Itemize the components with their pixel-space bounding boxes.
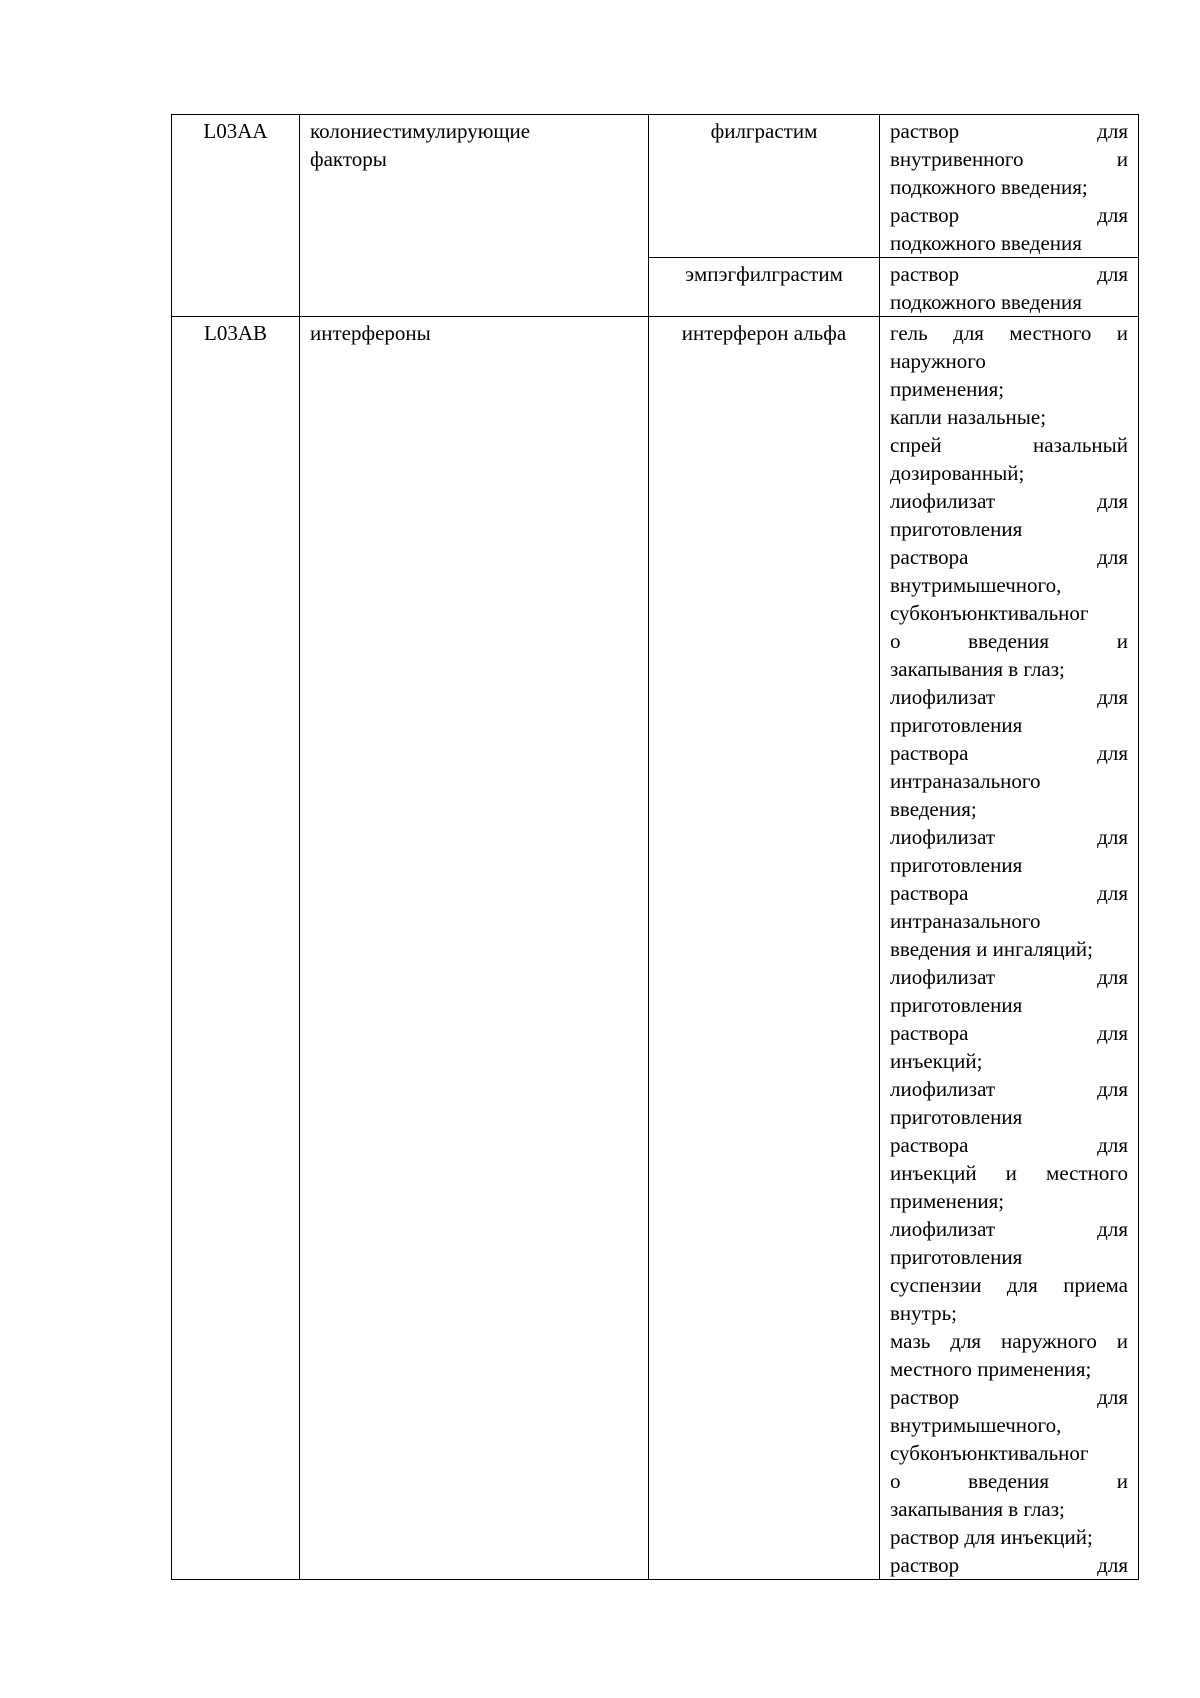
dosage-form-line: подкожного введения; — [890, 175, 1088, 199]
dosage-form-line: раствора для — [890, 1133, 1128, 1157]
dosage-form-line: подкожного введения — [890, 231, 1082, 255]
dosage-form-line: приготовления — [890, 1105, 1023, 1129]
dosage-form-line: субконъюнктивальног — [890, 601, 1089, 625]
dosage-form-line: лиофилизат для — [890, 1077, 1128, 1101]
dosage-form-line: внутримышечного, — [890, 1413, 1062, 1437]
dosage-form-line: раствора для — [890, 545, 1128, 569]
atc-code: L03AB — [204, 321, 267, 345]
dosage-form-line: раствор для — [890, 203, 1128, 227]
dosage-form-line: подкожного введения — [890, 290, 1082, 314]
group-name-line: интерфероны — [310, 321, 431, 345]
dosage-form-line: лиофилизат для — [890, 825, 1128, 849]
atc-code-cell — [172, 115, 300, 317]
dosage-form-cell — [880, 115, 1139, 258]
dosage-form-line: субконъюнктивальног — [890, 1441, 1089, 1465]
table-row — [172, 317, 1139, 1580]
dosage-form-line: наружного — [890, 349, 986, 373]
dosage-form-line: раствор для инъекций; — [890, 1525, 1093, 1549]
dosage-form-line: раствор для — [890, 262, 1128, 286]
dosage-form-line: местного применения; — [890, 1357, 1092, 1381]
group-name-line: колониестимулирующие — [310, 119, 531, 143]
dosage-form-line: интраназального — [890, 769, 1041, 793]
dosage-form-line: лиофилизат для — [890, 1217, 1128, 1241]
dosage-form-line: внутривенного и — [890, 147, 1128, 171]
atc-code-cell — [172, 317, 300, 1580]
dosage-form-line: раствора для — [890, 881, 1128, 905]
dosage-form-line: инъекций; — [890, 1049, 983, 1073]
dosage-form-line: приготовления — [890, 1245, 1023, 1269]
group-name-line: факторы — [310, 147, 387, 171]
dosage-form-line: применения; — [890, 1189, 1005, 1213]
drug-name: филграстим — [710, 119, 818, 143]
dosage-form-line: приготовления — [890, 853, 1023, 877]
dosage-form-line: приготовления — [890, 993, 1023, 1017]
dosage-form-line: внутрь; — [890, 1301, 957, 1325]
dosage-form-cell — [880, 317, 1139, 1580]
dosage-form-line: капли назальные; — [890, 405, 1047, 429]
dosage-form-line: приготовления — [890, 713, 1023, 737]
drug-name: интерферон альфа — [681, 321, 847, 345]
atc-code: L03AA — [203, 119, 268, 143]
drug-name: эмпэгфилграстим — [685, 262, 843, 286]
dosage-form-cell — [880, 258, 1139, 317]
dosage-form-line: раствор для — [890, 1553, 1128, 1577]
dosage-form-line: раствора для — [890, 1021, 1128, 1045]
dosage-form-line: интраназального — [890, 909, 1041, 933]
dosage-form-line: введения и ингаляций; — [890, 937, 1093, 961]
dosage-form-line: инъекций и местного — [890, 1161, 1128, 1185]
dosage-form-line: внутримышечного, — [890, 573, 1062, 597]
dosage-form-line: раствор для — [890, 119, 1128, 143]
dosage-form-line: введения; — [890, 797, 977, 821]
dosage-form-line: о введения и — [890, 1469, 1128, 1493]
dosage-form-line: раствора для — [890, 741, 1128, 765]
dosage-form-line: спрей назальный — [890, 433, 1128, 457]
dosage-form-line: о введения и — [890, 629, 1128, 653]
dosage-form-line: применения; — [890, 377, 1005, 401]
group-cell — [300, 317, 649, 1580]
dosage-form-line: мазь для наружного и — [890, 1329, 1128, 1353]
drug-table — [171, 114, 1139, 1580]
dosage-form-line: закапывания в глаз; — [890, 1497, 1065, 1521]
dosage-form-line: закапывания в глаз; — [890, 657, 1065, 681]
drug-name-cell — [649, 258, 880, 317]
dosage-form-line: лиофилизат для — [890, 965, 1128, 989]
dosage-form-line: приготовления — [890, 517, 1023, 541]
dosage-form-line: раствор для — [890, 1385, 1128, 1409]
dosage-form-line: дозированный; — [890, 461, 1025, 485]
dosage-form-line: лиофилизат для — [890, 489, 1128, 513]
table-row — [172, 115, 1139, 258]
dosage-form-line: гель для местного и — [890, 321, 1128, 345]
drug-name-cell — [649, 317, 880, 1580]
drug-name-cell — [649, 115, 880, 258]
dosage-form-line: суспензии для приема — [890, 1273, 1128, 1297]
dosage-form-line: лиофилизат для — [890, 685, 1128, 709]
group-cell — [300, 115, 649, 317]
